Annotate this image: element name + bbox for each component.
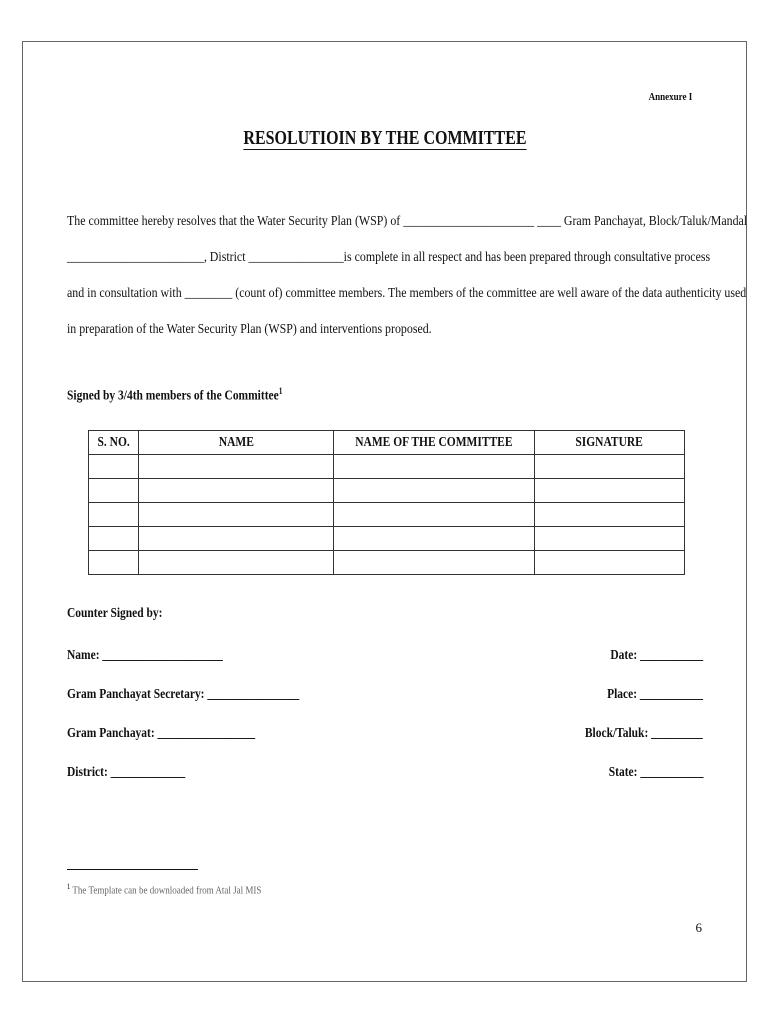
table-cell bbox=[334, 503, 535, 527]
date-field: Date: ___________ bbox=[610, 648, 703, 663]
table-row bbox=[89, 551, 685, 575]
table-cell bbox=[139, 455, 334, 479]
table-row bbox=[89, 479, 685, 503]
table-cell bbox=[334, 455, 535, 479]
table-row bbox=[89, 503, 685, 527]
table-cell bbox=[535, 503, 685, 527]
footnote-text: The Template can be downloaded from Atal Jal MIS bbox=[72, 884, 262, 897]
table-cell bbox=[535, 527, 685, 551]
gp-secretary-field: Gram Panchayat Secretary: ________________ bbox=[67, 687, 300, 702]
footnote-number: 1 bbox=[67, 882, 71, 891]
table-cell bbox=[139, 527, 334, 551]
table-cell bbox=[535, 551, 685, 575]
table-row bbox=[89, 527, 685, 551]
signed-by-heading bbox=[67, 386, 282, 405]
paragraph-line-1: The committee hereby resolves that the Water Security Plan (WSP) of ______________________ ____ Gram Panchayat, Block/Taluk/Mandal bbox=[67, 214, 748, 229]
page-title bbox=[23, 127, 746, 150]
table-row bbox=[89, 455, 685, 479]
state-field: State: ___________ bbox=[608, 765, 703, 780]
district-field: District: _____________ bbox=[67, 765, 186, 780]
annexure-label: Annexure I bbox=[648, 91, 692, 103]
table-cell bbox=[89, 455, 139, 479]
table-cell bbox=[89, 479, 139, 503]
footnote bbox=[67, 882, 261, 897]
table-cell bbox=[139, 479, 334, 503]
page-number: 6 bbox=[695, 920, 702, 935]
header-name: NAME bbox=[139, 431, 334, 455]
table-cell bbox=[89, 527, 139, 551]
footnote-ref: 1 bbox=[278, 386, 283, 396]
paragraph-line-4: in preparation of the Water Security Plan (WSP) and interventions proposed. bbox=[67, 322, 432, 337]
table-cell bbox=[89, 551, 139, 575]
table-cell bbox=[535, 455, 685, 479]
table-cell bbox=[89, 503, 139, 527]
committee-members-table bbox=[88, 430, 685, 575]
counter-signed-heading: Counter Signed by: bbox=[67, 606, 163, 621]
signed-by-text: Signed by 3/4th members of the Committee bbox=[67, 388, 279, 404]
header-sno: S. NO. bbox=[89, 431, 139, 455]
table-cell bbox=[334, 527, 535, 551]
footnote-divider bbox=[67, 869, 198, 870]
table-cell bbox=[334, 551, 535, 575]
table-header-row bbox=[89, 431, 685, 455]
gram-panchayat-field: Gram Panchayat: _________________ bbox=[67, 726, 256, 741]
table-cell bbox=[139, 551, 334, 575]
document-page bbox=[22, 41, 747, 982]
header-signature: SIGNATURE bbox=[535, 431, 685, 455]
table-cell bbox=[139, 503, 334, 527]
paragraph-line-3: and in consultation with ________ (count of) committee members. The members of the committee are well aware of the data authenticity used bbox=[67, 286, 747, 301]
place-field: Place: ___________ bbox=[607, 687, 703, 702]
header-committee-name: NAME OF THE COMMITTEE bbox=[334, 431, 535, 455]
table-cell bbox=[535, 479, 685, 503]
block-taluk-field: Block/Taluk: _________ bbox=[585, 726, 703, 741]
name-field: Name: _____________________ bbox=[67, 648, 223, 663]
title-text: RESOLUTIOIN BY THE COMMITTEE bbox=[242, 127, 527, 149]
table-cell bbox=[334, 479, 535, 503]
resolution-paragraph bbox=[67, 212, 748, 356]
paragraph-line-2: _______________________, District ________________is complete in all respect and has been prepared through consultative process bbox=[67, 250, 711, 265]
